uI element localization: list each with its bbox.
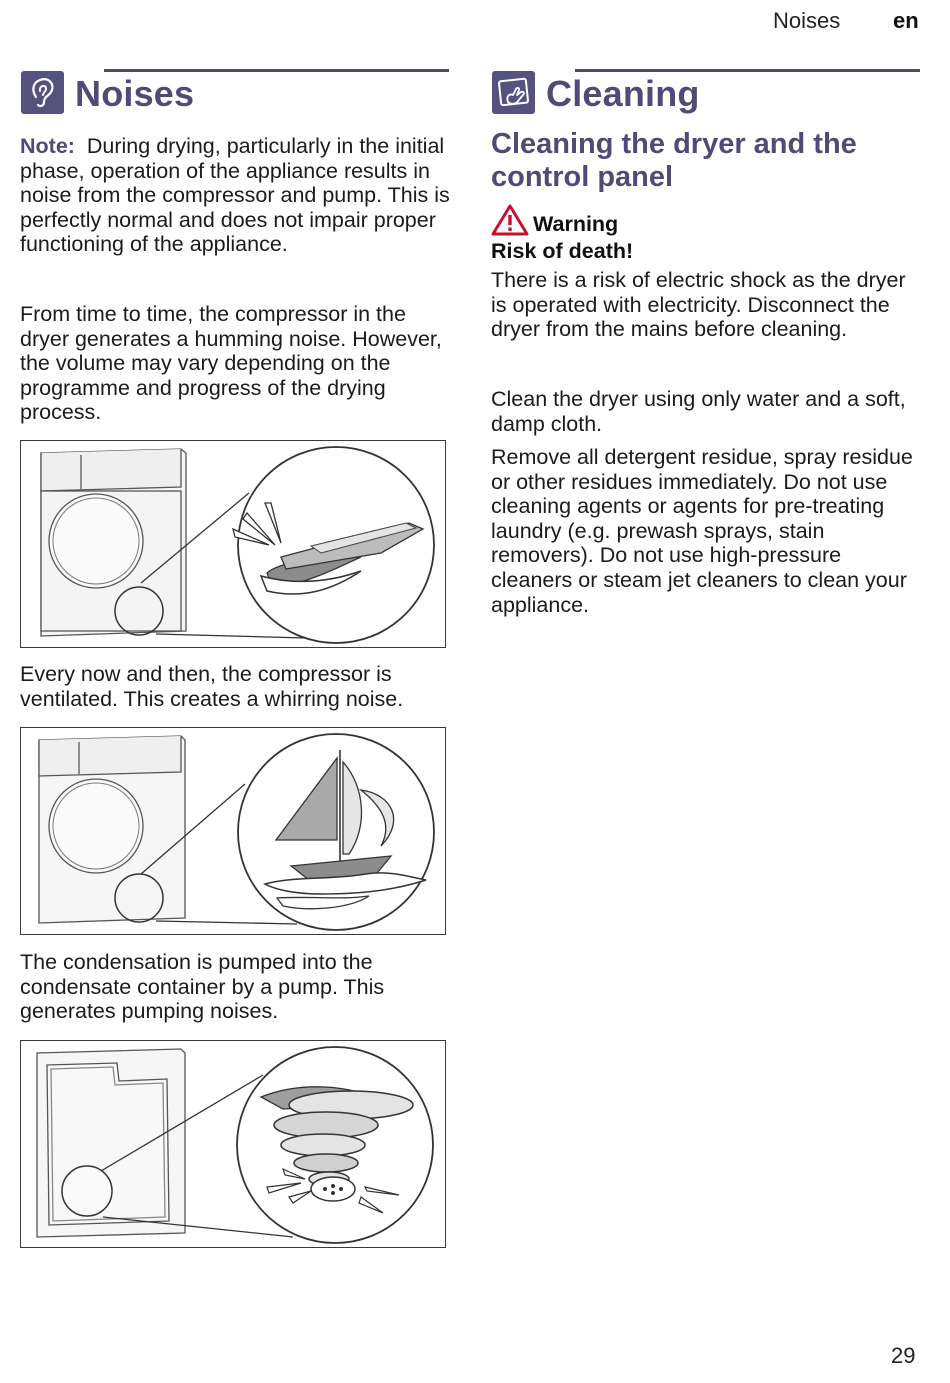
compressor-hum-paragraph: From time to time, the compressor in the dryer generates a humming noise. However, the volume may vary depending on the programme and progress of the drying process.: [20, 302, 442, 425]
cleaning-title-rule: [575, 69, 920, 72]
water-cloth-paragraph: Clean the dryer using only water and a soft, damp cloth.: [491, 387, 906, 436]
risk-heading: Risk of death!: [491, 239, 634, 263]
whirring-noise-illustration: [20, 727, 446, 935]
warning-label: Warning: [533, 212, 619, 236]
ventilation-paragraph: Every now and then, the compressor is ventilated. This creates a whirring noise.: [20, 662, 404, 711]
noises-title-rule: [104, 69, 449, 72]
noises-note: [20, 134, 450, 257]
risk-paragraph: There is a risk of electric shock as the dryer is operated with electricity. Disconnect the dryer from the mains before cleaning.: [491, 268, 906, 342]
cleaning-title: Cleaning: [546, 73, 700, 114]
noises-title: Noises: [75, 73, 195, 114]
ear-icon: [21, 71, 64, 114]
pump-paragraph: The condensation is pumped into the condensate container by a pump. This generates pumping noises.: [20, 950, 385, 1024]
cleaning-subheading: Cleaning the dryer and the control panel: [491, 128, 857, 193]
humming-noise-illustration: [20, 440, 446, 648]
hand-wiping-icon: [492, 71, 535, 114]
note-label: Note:: [20, 134, 75, 158]
warning-heading: [491, 204, 619, 236]
warning-triangle-icon: [491, 204, 529, 236]
page-number: 29: [891, 1343, 916, 1368]
pumping-noise-illustration: [20, 1040, 446, 1248]
residue-paragraph: Remove all detergent residue, spray residue or other residues immediately. Do not use cleaning agents or agents for pre-treating laundry (e.g. prewash sprays, stain removers). Do not use high-pressure cleaners or steam jet cleaners to clean your appliance.: [491, 445, 913, 617]
running-header-language: en: [893, 8, 919, 33]
note-text: During drying, particularly in the initial phase, operation of the appliance results in noise from the compressor and pump. This is perfectly normal and does not impair proper functioning of the appliance.: [20, 134, 450, 257]
running-header-section: Noises: [773, 8, 841, 33]
